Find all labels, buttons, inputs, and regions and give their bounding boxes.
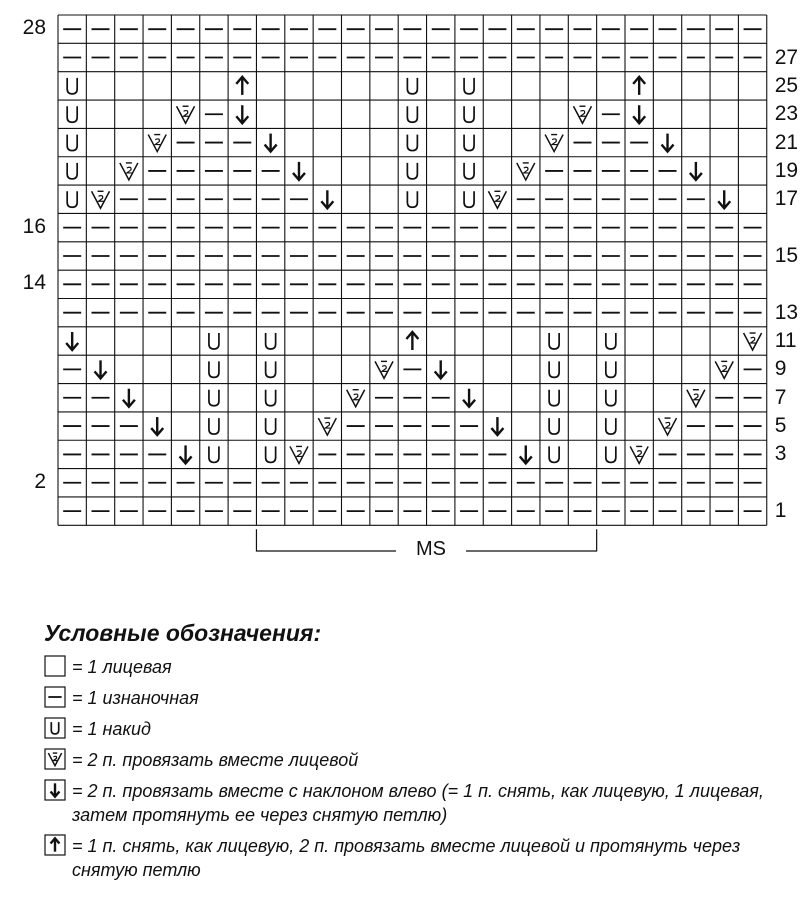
legend-item-yarnover: [44, 717, 804, 741]
legend-title: Условные обозначения:: [44, 620, 322, 646]
row-number-right: 11: [774, 329, 797, 353]
row-number-right: 3: [774, 442, 787, 466]
row-number-right: 23: [774, 102, 799, 126]
row-number-right: 25: [774, 73, 799, 97]
ssk-icon: [44, 779, 66, 801]
yarnover-symbol: [209, 446, 219, 462]
k2tog-symbol: [488, 191, 506, 208]
k2tog-symbol: [744, 333, 762, 350]
row-number-left: 2: [34, 469, 46, 493]
ssk-symbol: [123, 389, 135, 407]
legend-text: = 1 изнаночная: [72, 688, 199, 708]
sk2p-symbol: [406, 332, 418, 350]
k2tog-symbol: [347, 390, 365, 407]
k2tog-symbol: [177, 106, 195, 123]
yarnover-symbol: [67, 78, 77, 94]
yarnover-icon: [44, 717, 66, 739]
legend-text: = 2 п. провязать вместе с наклоном влево (= 1 п. снять, как лицевую, 1 лицевая, затем протянуть ее через снятую петлю): [72, 781, 764, 825]
legend-text: = 2 п. провязать вместе лицевой: [72, 750, 359, 770]
ssk-symbol: [491, 417, 503, 435]
yarnover-symbol: [67, 135, 77, 151]
yarnover-symbol: [266, 361, 276, 377]
row-number-right: 19: [774, 158, 799, 182]
yarnover-symbol: [606, 333, 616, 349]
yarnover-symbol: [67, 163, 77, 179]
legend-item-k2tog: [44, 748, 804, 772]
k2tog-symbol: [290, 446, 308, 463]
yarnover-symbol: [606, 361, 616, 377]
ssk-symbol: [265, 134, 277, 152]
k2tog-symbol: [630, 446, 648, 463]
yarnover-symbol: [407, 135, 417, 151]
ssk-symbol: [435, 360, 447, 378]
k2tog-symbol: [545, 135, 563, 152]
ssk-symbol: [95, 360, 107, 378]
yarnover-symbol: [266, 446, 276, 462]
k2tog-symbol: [687, 390, 705, 407]
yarnover-symbol: [464, 78, 474, 94]
legend-items: [44, 655, 804, 882]
k2tog-icon: [44, 748, 66, 770]
legend-text: = 1 лицевая: [72, 657, 172, 677]
k2tog-symbol: [517, 163, 535, 180]
ssk-symbol: [690, 162, 702, 180]
ssk-symbol: [463, 389, 475, 407]
knit-icon: [44, 655, 66, 677]
ssk-symbol: [718, 190, 730, 208]
ssk-symbol: [151, 417, 163, 435]
yarnover-symbol: [407, 191, 417, 207]
row-number-right: 27: [774, 45, 799, 69]
legend-item-purl: [44, 686, 804, 710]
row-number-left: 28: [22, 16, 46, 40]
ssk-symbol: [321, 190, 333, 208]
yarnover-symbol: [266, 333, 276, 349]
repeat-label: MS: [396, 537, 466, 561]
yarnover-symbol: [549, 361, 559, 377]
yarnover-symbol: [266, 418, 276, 434]
ssk-symbol: [180, 445, 192, 463]
legend-item-ssk: [44, 779, 804, 827]
ssk-symbol: [236, 105, 248, 123]
k2tog-symbol: [715, 361, 733, 378]
row-number-left: 14: [22, 271, 46, 295]
yarnover-symbol: [209, 361, 219, 377]
grid-lines: [58, 15, 767, 525]
row-number-right: 1: [774, 499, 787, 523]
yarnover-symbol: [549, 390, 559, 406]
yarnover-symbol: [549, 446, 559, 462]
yarnover-symbol: [209, 418, 219, 434]
yarnover-symbol: [209, 390, 219, 406]
sk2p-symbol: [236, 77, 248, 95]
yarnover-symbol: [464, 106, 474, 122]
legend-item-knit: [44, 655, 804, 679]
ssk-symbol: [633, 105, 645, 123]
ssk-symbol: [66, 332, 78, 350]
yarnover-symbol: [209, 333, 219, 349]
yarnover-symbol: [606, 418, 616, 434]
legend-text: = 1 п. снять, как лицевую, 2 п. провязать вместе лицевой и протянуть через снятую петлю: [72, 836, 741, 880]
yarnover-symbol: [67, 191, 77, 207]
row-number-right: 21: [774, 130, 799, 154]
yarnover-symbol: [407, 78, 417, 94]
yarnover-symbol: [407, 106, 417, 122]
sk2p-icon: [44, 834, 66, 856]
k2tog-symbol: [148, 135, 166, 152]
yarnover-symbol: [464, 163, 474, 179]
yarnover-symbol: [464, 191, 474, 207]
row-number-left: 16: [22, 214, 46, 238]
legend-text: = 1 накид: [72, 719, 151, 739]
yarnover-symbol: [606, 390, 616, 406]
yarnover-symbol: [67, 106, 77, 122]
row-number-right: 9: [774, 357, 787, 381]
k2tog-symbol: [318, 418, 336, 435]
row-number-right: 5: [774, 414, 787, 438]
ssk-symbol: [662, 134, 674, 152]
k2tog-symbol: [573, 106, 591, 123]
row-number-right: 7: [774, 385, 787, 409]
k2tog-symbol: [375, 361, 393, 378]
row-number-right: 17: [774, 187, 799, 211]
ssk-symbol: [520, 445, 532, 463]
yarnover-symbol: [606, 446, 616, 462]
yarnover-symbol: [407, 163, 417, 179]
ssk-symbol: [293, 162, 305, 180]
sk2p-symbol: [633, 77, 645, 95]
row-number-right: 13: [774, 300, 799, 324]
k2tog-symbol: [92, 191, 110, 208]
yarnover-symbol: [549, 333, 559, 349]
yarnover-symbol: [549, 418, 559, 434]
row-number-right: 15: [774, 243, 799, 267]
yarnover-symbol: [464, 135, 474, 151]
yarnover-symbol: [266, 390, 276, 406]
purl-icon: [44, 686, 66, 708]
legend-item-sk2p: [44, 834, 804, 882]
k2tog-symbol: [120, 163, 138, 180]
k2tog-symbol: [659, 418, 677, 435]
legend: [44, 620, 804, 889]
